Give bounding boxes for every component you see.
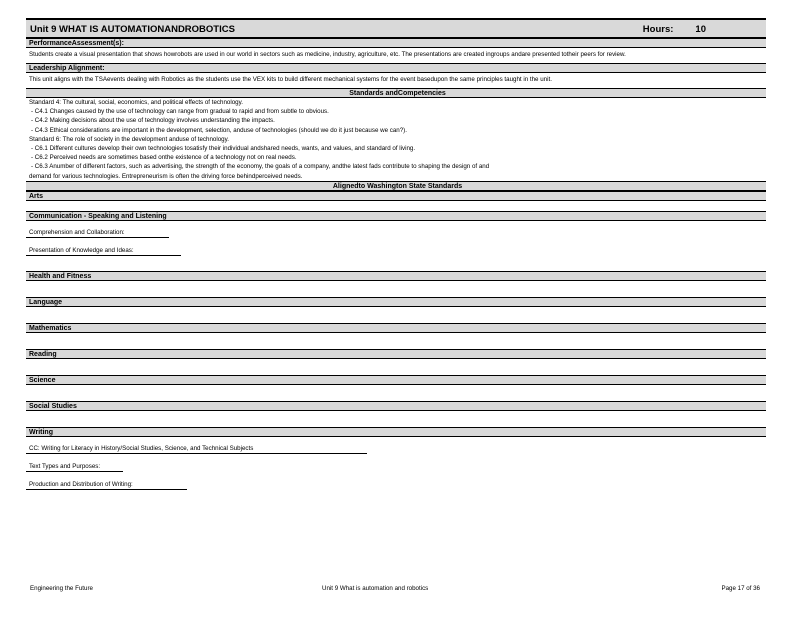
standard-line: demand for various technologies. Entrepreneurism is often the driving force behindperceived needs. bbox=[29, 172, 303, 180]
standard-line: - C4.2 Making decisions about the use of technology involves understanding the impacts. bbox=[31, 117, 275, 125]
language-heading: Language bbox=[26, 297, 766, 307]
writing-item: CC: Writing for Literacy in History/Social Studies, Science, and Technical Subjects bbox=[26, 444, 367, 454]
communication-item: Presentation of Knowledge and Ideas: bbox=[26, 246, 181, 256]
footer-left: Engineering the Future bbox=[30, 585, 93, 592]
science-heading: Science bbox=[26, 375, 766, 385]
writing-heading: Writing bbox=[26, 427, 766, 437]
communication-heading: Communication - Speaking and Listening bbox=[26, 211, 766, 221]
hours-value: 10 bbox=[695, 24, 706, 35]
standard-line: - C4.3 Ethical considerations are important in the development, selection, anduse of technologies (should we do it just because we can?). bbox=[31, 126, 407, 134]
leadership-text: This unit aligns with the TSAevents dealing with Robotics as the students use the VEX kits to build different mechanical systems for the event basedupon the same principles taught in the unit. bbox=[29, 76, 552, 83]
aligned-heading: Alignedto Washington State Standards bbox=[26, 181, 766, 191]
communication-item: Comprehension and Collaboration: bbox=[26, 228, 169, 238]
standards-list bbox=[26, 98, 766, 181]
writing-item: Text Types and Purposes: bbox=[26, 462, 123, 472]
standard-line: - C6.1 Different cultures develop their own technologies tosatisfy their individual andshared needs, wants, and values, and standard of living. bbox=[31, 145, 416, 153]
leadership-heading: Leadership Alignment: bbox=[26, 63, 766, 73]
footer-page-number: Page 17 of 36 bbox=[721, 585, 760, 592]
reading-heading: Reading bbox=[26, 349, 766, 359]
standard-line: - C6.3 Anumber of different factors, such as advertising, the strength of the economy, the goals of a company, andthe latest fads contribute to shaping the design of and bbox=[31, 163, 490, 171]
document-page bbox=[26, 18, 766, 491]
mathematics-heading: Mathematics bbox=[26, 323, 766, 333]
writing-item: Production and Distribution of Writing: bbox=[26, 480, 187, 490]
standard-line: - C6.2 Perceived needs are sometimes based onthe existence of a technology not on real needs. bbox=[31, 154, 297, 162]
performance-heading: PerformanceAssessment(s): bbox=[26, 38, 766, 48]
footer-middle: Unit 9 What is automation and robotics bbox=[322, 585, 429, 592]
hours-label: Hours: bbox=[642, 24, 674, 35]
standard-line: - C4.1 Changes caused by the use of technology can range from gradual to rapid and from subtle to obvious. bbox=[31, 108, 329, 116]
arts-heading: Arts bbox=[26, 191, 766, 201]
page-footer bbox=[30, 585, 760, 592]
standard-line: Standard 4: The cultural, social, economics, and political effects of technology. bbox=[29, 99, 243, 106]
standards-heading: Standards andCompetencies bbox=[26, 88, 766, 98]
performance-text: Students create a visual presentation that shows howrobots are used in our world in sectors such as medicine, industry, agriculture, etc. The presentations are created ingroups andare presented totheir peers for review. bbox=[29, 51, 626, 58]
health-heading: Health and Fitness bbox=[26, 271, 766, 281]
unit-header bbox=[26, 18, 766, 38]
unit-title: Unit 9 WHAT IS AUTOMATIONANDROBOTICS bbox=[30, 24, 235, 35]
social-studies-heading: Social Studies bbox=[26, 401, 766, 411]
standard-line: Standard 6: The role of society in the development anduse of technology. bbox=[29, 135, 229, 143]
